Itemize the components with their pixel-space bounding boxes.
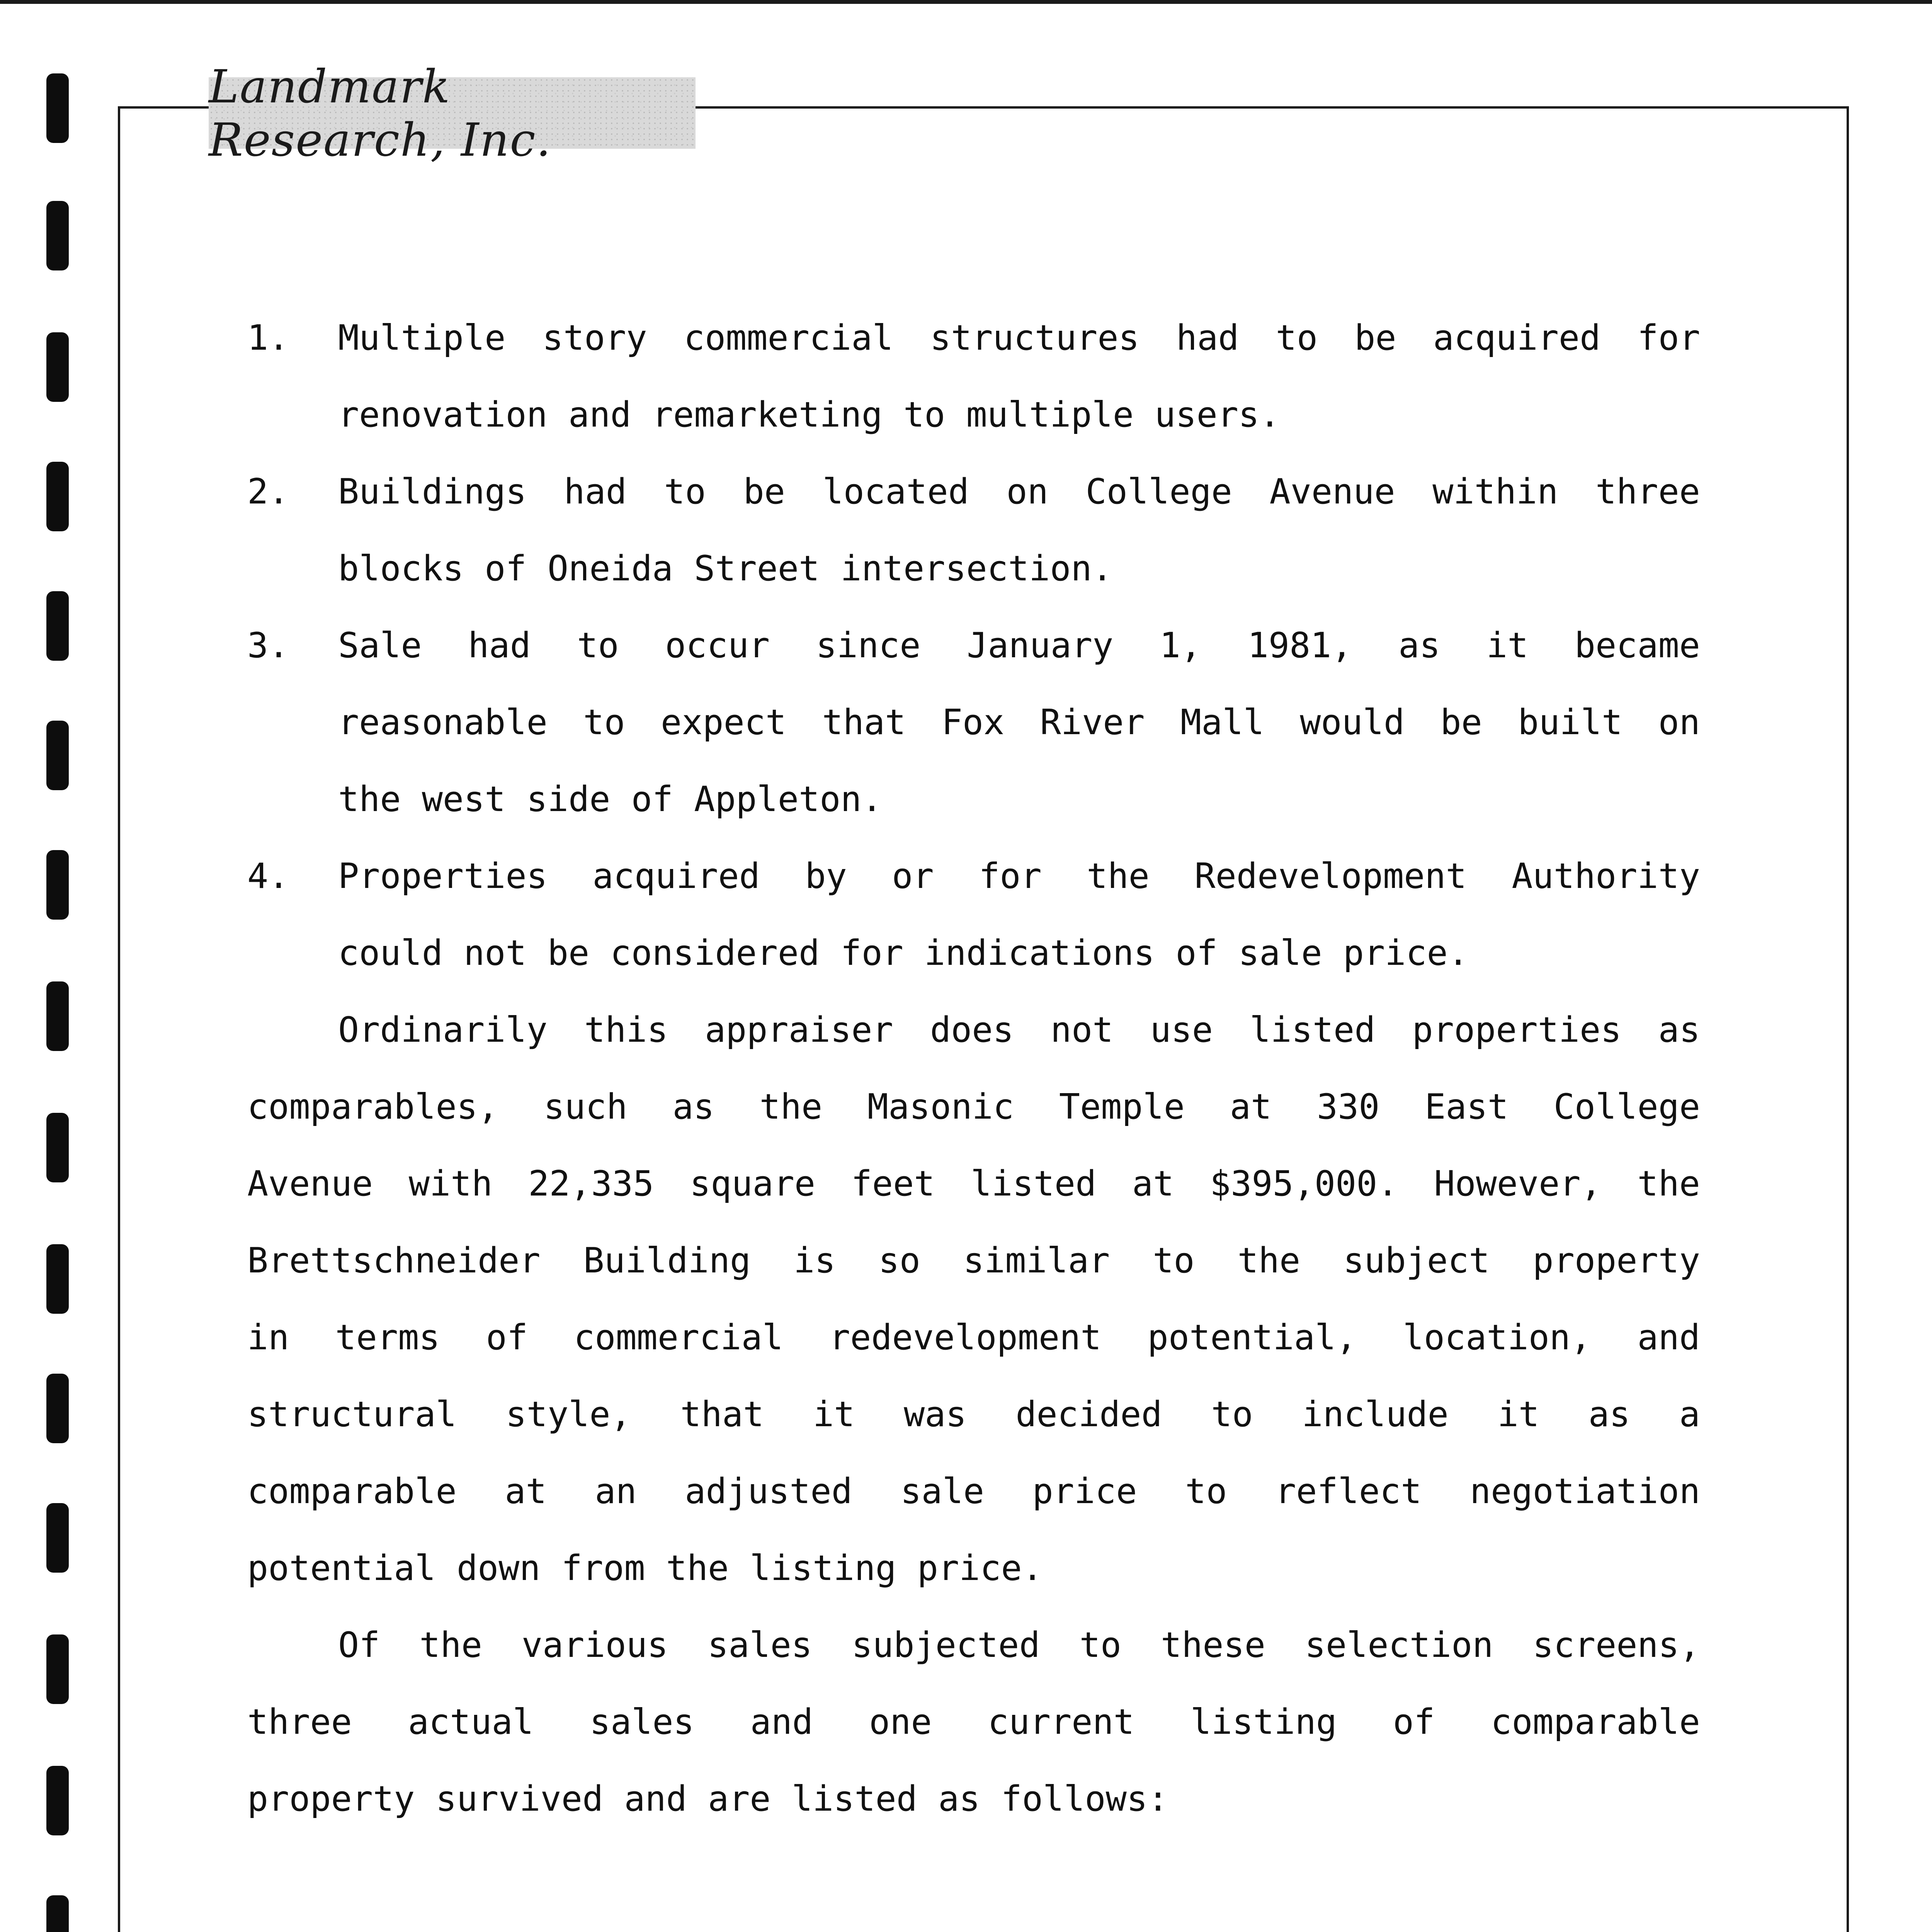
list-continuation xyxy=(247,684,1700,761)
list-text-line: the west side of Appleton. xyxy=(338,779,883,820)
paragraph-line: Brettschneider Building is so similar to the subject property xyxy=(247,1240,1700,1281)
paragraph-line: property survived and are listed as follows: xyxy=(247,1779,1169,1819)
binder-hole-mark xyxy=(46,73,69,143)
list-text-line: Buildings had to be located on College Avenue within three xyxy=(338,471,1700,512)
paragraph-line: Avenue with 22,335 square feet listed at $395,000. However, the xyxy=(247,1163,1700,1204)
binder-hole-mark xyxy=(46,1374,69,1443)
logo-text: Landmark Research, Inc. xyxy=(209,60,552,167)
list-number: 1. xyxy=(247,318,289,358)
list-text-line: could not be considered for indications of sale price. xyxy=(338,933,1469,973)
binder-hole-mark xyxy=(46,1895,69,1932)
paragraph-text: Of the various sales subjected to these selection screens, xyxy=(338,1625,1700,1665)
company-logo xyxy=(209,60,696,167)
list-item xyxy=(247,607,1700,684)
paragraph-text: Ordinarily this appraiser does not use listed properties as xyxy=(338,1010,1700,1050)
list-text-line: Multiple story commercial structures had to be acquired for xyxy=(338,318,1700,358)
list-number: 4. xyxy=(247,856,289,896)
binder-hole-mark xyxy=(46,201,69,270)
binder-hole-mark xyxy=(46,1634,69,1704)
binder-hole-mark xyxy=(46,1113,69,1182)
list-number: 2. xyxy=(247,471,289,512)
list-item xyxy=(247,453,1700,530)
paragraph-line: comparables, such as the Masonic Temple at 330 East College xyxy=(247,1087,1700,1127)
binder-hole-mark xyxy=(46,721,69,790)
list-text-line: Sale had to occur since January 1, 1981, as it became xyxy=(338,625,1700,666)
list-item xyxy=(247,299,1700,376)
list-text-line: reasonable to expect that Fox River Mall would be built on xyxy=(338,702,1700,743)
paragraph-line: three actual sales and one current listing of comparable xyxy=(247,1702,1700,1742)
binder-hole-mark xyxy=(46,981,69,1051)
list-item xyxy=(247,838,1700,915)
list-text-line: blocks of Oneida Street intersection. xyxy=(338,548,1113,589)
binder-hole-mark xyxy=(46,1503,69,1573)
document-body xyxy=(247,299,1700,1837)
binder-hole-mark xyxy=(46,591,69,661)
binder-hole-mark xyxy=(46,1766,69,1835)
binder-hole-mark xyxy=(46,332,69,402)
list-number: 3. xyxy=(247,625,289,666)
list-text-line: Properties acquired by or for the Redevelopment Authority xyxy=(338,856,1700,896)
paragraph-line: comparable at an adjusted sale price to reflect negotiation xyxy=(247,1471,1700,1512)
binder-hole-mark xyxy=(46,462,69,531)
paragraph-line xyxy=(247,992,1700,1068)
binder-hole-mark xyxy=(46,850,69,920)
binder-hole-mark xyxy=(46,1244,69,1314)
paragraph-line: in terms of commercial redevelopment potential, location, and xyxy=(247,1317,1700,1358)
paragraph-line: potential down from the listing price. xyxy=(247,1548,1043,1588)
paragraph-line xyxy=(247,1607,1700,1684)
paragraph-line: structural style, that it was decided to include it as a xyxy=(247,1394,1700,1435)
scan-edge-top xyxy=(0,0,1932,4)
list-text-line: renovation and remarketing to multiple users. xyxy=(338,395,1281,435)
